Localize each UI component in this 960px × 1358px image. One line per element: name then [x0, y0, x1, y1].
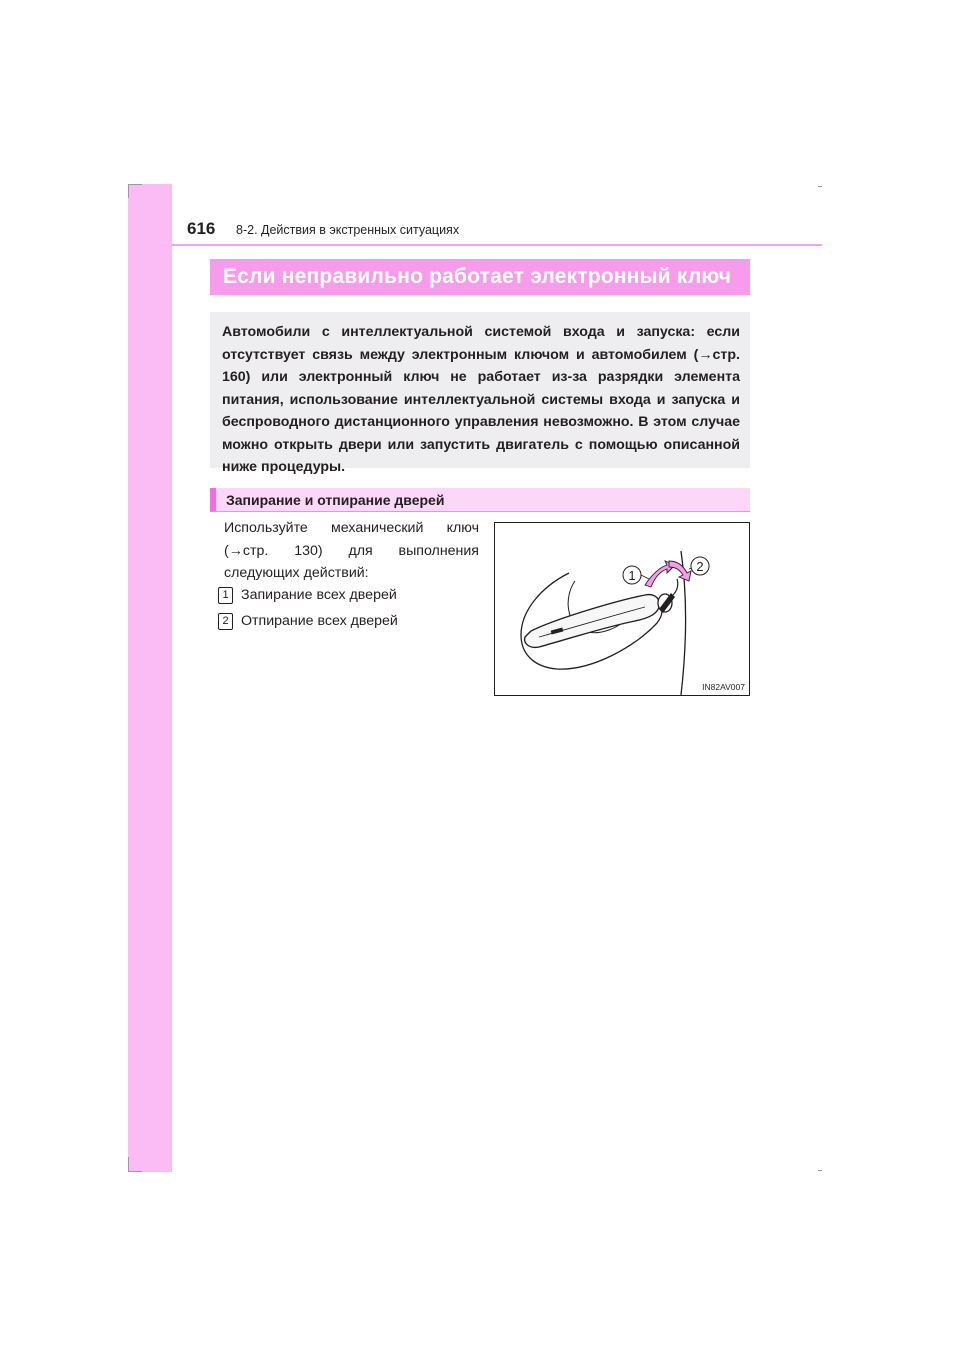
step-number-badge: 1 [218, 587, 233, 604]
side-tab-bar [128, 184, 172, 1172]
step-label: Запирание всех дверей [241, 587, 397, 603]
section-body-text: Используйте механический ключ (→стр. 130) для выполнения следующих действий: [224, 520, 479, 581]
callout-1-label: 1 [628, 568, 636, 583]
door-handle-illustration [494, 522, 750, 696]
step-number-badge: 2 [218, 613, 233, 630]
section-heading: Запирание и отпирание дверей [210, 488, 750, 512]
figure-code: IN82AV007 [702, 682, 745, 692]
chapter-title: 8-2. Действия в экстренных ситуациях [236, 223, 460, 237]
list-item [218, 612, 398, 638]
crop-mark [128, 1171, 142, 1172]
crop-mark [128, 184, 129, 198]
crop-mark [128, 184, 142, 185]
step-label: Отпирание всех дверей [241, 613, 398, 629]
page-title: Если неправильно работает электронный ключ [210, 259, 750, 295]
door-handle-drawing [495, 523, 749, 695]
steps-list [218, 586, 398, 638]
crop-mark [128, 1157, 129, 1171]
callout-2-label: 2 [696, 559, 704, 574]
crop-mark [818, 1170, 822, 1171]
list-item [218, 586, 398, 612]
page-number: 616 [187, 219, 216, 238]
intro-box: Автомобили с интеллектуальной системой входа и запуска: если отсутствует связь между электронным ключом и автомобилем (→стр. 160) или электронный ключ не работает из-за разрядки элемента питания, использование интеллектуальной системы входа и запуска и беспроводного дистанционного управления невозможно. В этом случае можно открыть двери или запустить двигатель с помощью описанной ниже процедуры. [210, 312, 750, 468]
crop-mark [818, 186, 822, 187]
header-divider [172, 244, 822, 246]
